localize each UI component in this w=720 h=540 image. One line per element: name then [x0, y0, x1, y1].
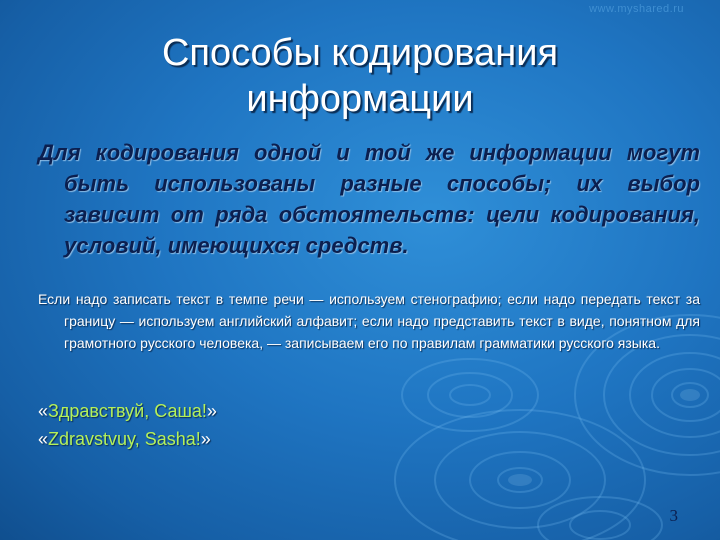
example-transliterated	[38, 429, 211, 450]
watermark: www.myshared.ru	[589, 3, 684, 15]
lead-paragraph: Для кодирования одной и той же информации могут быть использованы разные способы; их выбор зависит от ряда обстоятельств: цели кодирования, условий, имеющихся средств.	[38, 140, 700, 258]
example-russian	[38, 401, 217, 422]
close-quote: »	[206, 401, 217, 421]
example-transliterated-text: Zdravstvuy, Sasha!	[48, 429, 201, 449]
example-russian-text: Здравствуй, Саша!	[48, 401, 207, 421]
slide-title: Способы кодирования информации	[161, 32, 559, 120]
close-quote: »	[200, 429, 211, 449]
open-quote: «	[38, 429, 49, 449]
body-paragraph: Если надо записать текст в темпе речи — используем стенографию; если надо передать текст за границу — используем английский алфавит; если надо представить текст в виде, понятном для грамотного русского человека, — записываем его по правилам грамматики русского языка.	[38, 291, 700, 351]
open-quote: «	[38, 401, 49, 421]
page-number: 3	[669, 506, 678, 525]
